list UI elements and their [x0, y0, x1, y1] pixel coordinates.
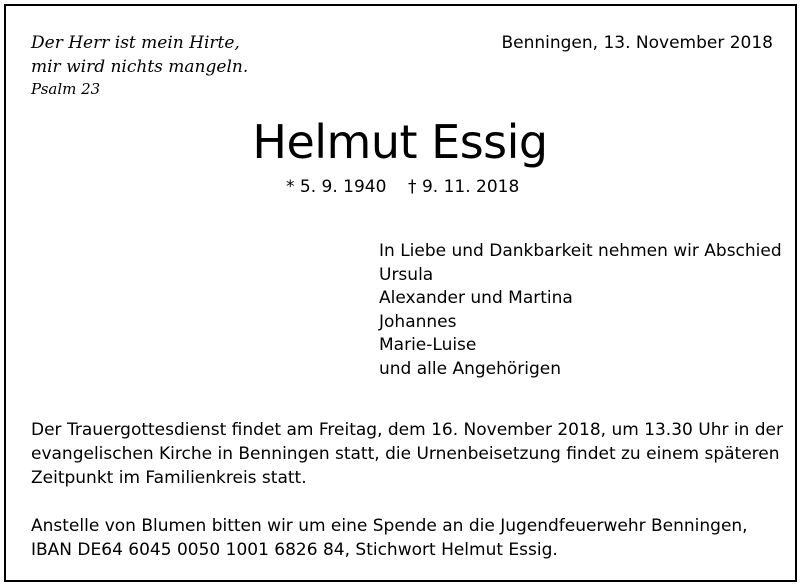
donation-line: Anstelle von Blumen bitten wir um eine Spende an die Jugendfeuerwehr Benningen,	[31, 516, 748, 536]
verse-line-1: Der Herr ist mein Hirte,	[31, 33, 240, 53]
mourners-list	[379, 240, 782, 381]
service-paragraph	[31, 418, 784, 490]
mourners-intro: In Liebe und Dankbarkeit nehmen wir Abschied	[379, 241, 782, 261]
mourner-name: Marie-Luise	[379, 335, 477, 355]
mourner-name: Alexander und Martina	[379, 288, 573, 308]
psalm-verse	[31, 31, 248, 99]
life-dates	[286, 175, 519, 199]
death-date: † 9. 11. 2018	[408, 177, 520, 197]
mourner-name: Ursula	[379, 264, 434, 285]
verse-reference: Psalm 23	[31, 80, 101, 98]
service-line: Der Trauergottesdienst findet am Freitag, dem 16. November 2018, um 13.30 Uhr in der	[31, 420, 784, 440]
birth-date: * 5. 9. 1940	[286, 177, 387, 197]
service-line: evangelischen Kirche in Benningen statt, die Urnenbeisetzung findet zu einem späteren	[31, 444, 780, 464]
mourner-name: Johannes	[379, 311, 457, 332]
donation-line: IBAN DE64 6045 0050 1001 6826 84, Stichwort Helmut Essig.	[31, 540, 558, 560]
verse-line-2: mir wird nichts mangeln.	[31, 57, 249, 77]
service-line: Zeitpunkt im Familienkreis statt.	[31, 468, 307, 488]
mourner-name: und alle Angehörigen	[379, 358, 562, 379]
deceased-name: Helmut Essig	[252, 115, 548, 169]
place-date: Benningen, 13. November 2018	[501, 33, 773, 53]
donation-paragraph	[31, 514, 781, 562]
